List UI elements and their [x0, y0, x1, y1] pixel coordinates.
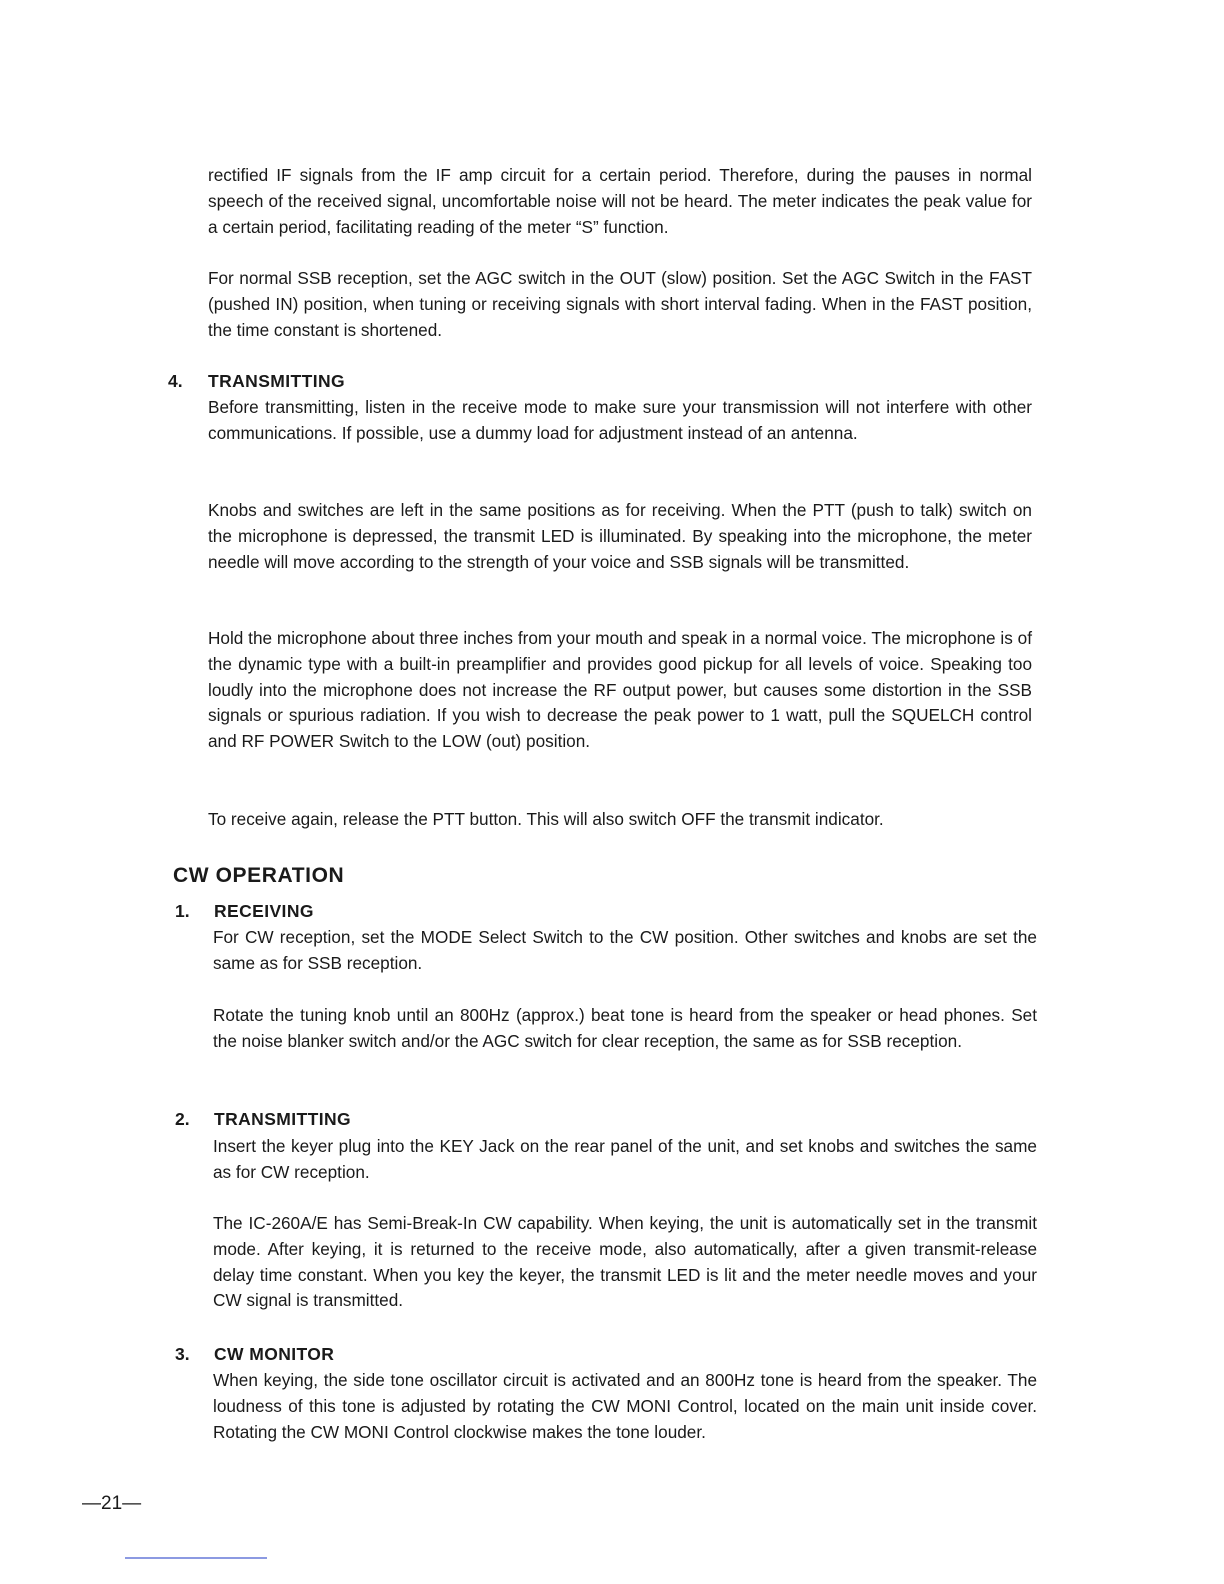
cw-monitor-paragraph: When keying, the side tone oscillator circuit is activated and an 800Hz tone is heard from the speaker. The loudness of this tone is adjusted by rotating the CW MONI Control, located on the main unit inside cover. Rotating the CW MONI Control clockwise makes the tone louder. [213, 1370, 1037, 1442]
agc-switch-paragraph: For normal SSB reception, set the AGC switch in the OUT (slow) position. Set the AGC Switch in the FAST (pushed IN) position, when tuning or receiving signals with short interval fading. When in the FAST position, the time constant is shortened. [208, 268, 1032, 340]
section-number: 2. [175, 1109, 190, 1129]
cw-operation-title: CW OPERATION [173, 864, 345, 887]
page-number: —21— [82, 1493, 142, 1514]
ptt-paragraph: Knobs and switches are left in the same positions as for receiving. When the PTT (push to talk) switch on the microphone is depressed, the transmit LED is illuminated. By speaking into the microphone, the meter needle will move according to the strength of your voice and SSB signals will be transmitted. [208, 500, 1032, 572]
keyer-plug-paragraph: Insert the keyer plug into the KEY Jack on the rear panel of the unit, and set knobs and switches the same as for CW reception. [213, 1136, 1037, 1182]
microphone-paragraph: Hold the microphone about three inches from your mouth and speak in a normal voice. The microphone is of the dynamic type with a built-in preamplifier and provides good pickup for all levels of voice. Speaking too loudly into the microphone does not increase the RF output power, but causes some distortion in the SSB signals or spurious radiation. If you wish to decrease the peak power to 1 watt, pull the SQUELCH control and RF POWER Switch to the LOW (out) position. [208, 628, 1032, 752]
section-number: 1. [175, 901, 190, 921]
section-number: 3. [175, 1344, 190, 1364]
agc-peak-paragraph: rectified IF signals from the IF amp circuit for a certain period. Therefore, during the pauses in normal speech of the received signal, uncomfortable noise will not be heard. The meter indicates the peak value for a certain period, facilitating reading of the meter “S” function. [208, 165, 1032, 237]
semi-break-in-paragraph: The IC-260A/E has Semi-Break-In CW capability. When keying, the unit is automatically set in the transmit mode. After keying, it is returned to the receive mode, also automatically, after a given transmit-release delay time constant. When you key the keyer, the transmit LED is lit and the meter needle moves and your CW signal is transmitted. [213, 1213, 1037, 1311]
section-number: 4. [168, 371, 183, 391]
cw-receiving-paragraph: For CW reception, set the MODE Select Switch to the CW position. Other switches and knobs are set the same as for SSB reception. [213, 927, 1037, 973]
scan-artifact-line [125, 1557, 267, 1559]
receive-again-paragraph: To receive again, release the PTT button. This will also switch OFF the transmit indicator. [208, 809, 884, 829]
transmitting-intro-paragraph: Before transmitting, listen in the receive mode to make sure your transmission will not interfere with other communications. If possible, use a dummy load for adjustment instead of an antenna. [208, 397, 1032, 443]
section-heading-receiving: RECEIVING [214, 901, 314, 921]
section-heading-transmitting: TRANSMITTING [208, 371, 346, 391]
section-heading-cw-monitor: CW MONITOR [214, 1344, 335, 1364]
section-heading-cw-transmitting: TRANSMITTING [214, 1109, 352, 1129]
tuning-knob-paragraph: Rotate the tuning knob until an 800Hz (approx.) beat tone is heard from the speaker or head phones. Set the noise blanker switch and/or the AGC switch for clear reception, the same as for SSB reception. [213, 1005, 1037, 1051]
